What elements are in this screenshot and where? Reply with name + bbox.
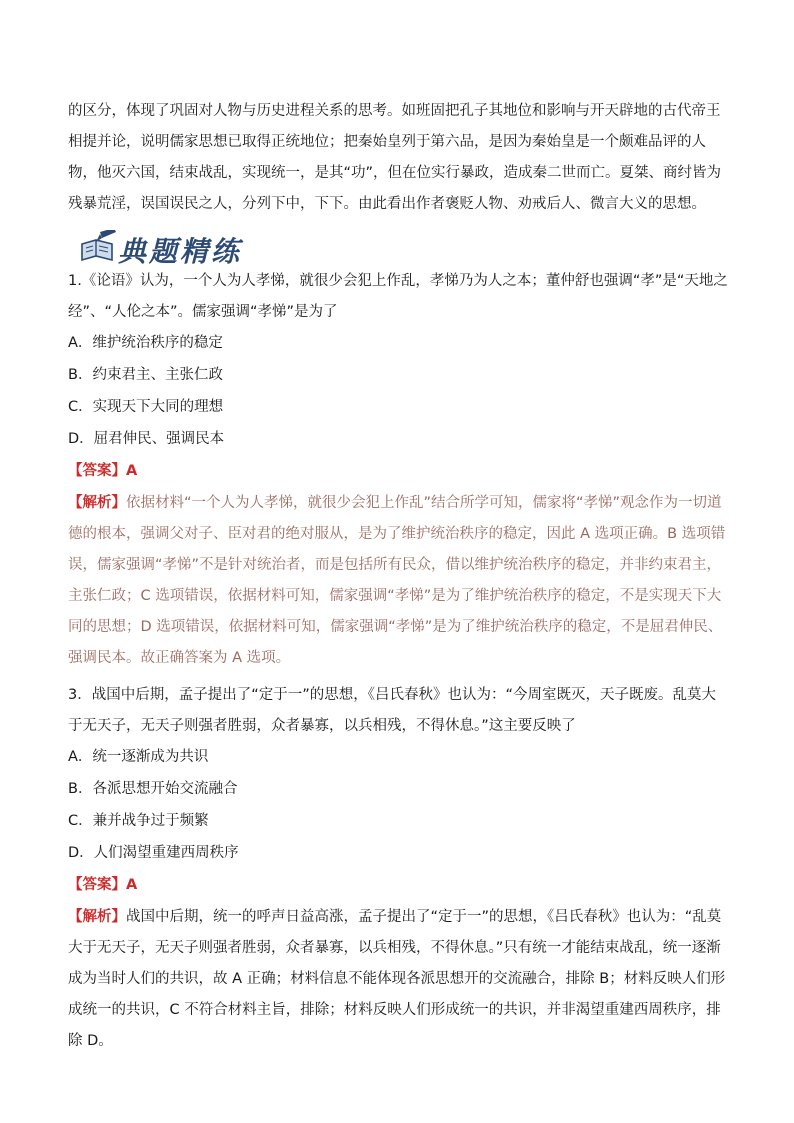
section-banner-title: 典题精练 bbox=[118, 235, 243, 268]
q1-option-d: D．屈君伸民、强调民本 bbox=[68, 431, 225, 447]
q3-option-d: D．人们渴望重建西周秩序 bbox=[68, 845, 239, 861]
q3-answer: 【答案】A bbox=[68, 877, 138, 893]
q3-analysis bbox=[68, 902, 730, 1057]
q1-option-a: A．维护统治秩序的稳定 bbox=[68, 335, 223, 351]
q1-stem: 1.《论语》认为，一个人为人孝悌，就很少会犯上作乱，孝悌乃为人之本；董仲舒也强调“孝”是“天地之经”、“人伦之本”。儒家强调“孝悌”是为了 bbox=[68, 273, 728, 320]
q1-option-c: C．实现天下大同的理想 bbox=[68, 399, 224, 415]
q3-stem: 3．战国中后期，孟子提出了“定于一”的思想，《吕氏春秋》也认为：“今周室既灭，天子既废。乱莫大于无天子，无天子则强者胜弱，众者暴寡，以兵相残，不得休息。”这主要反映了 bbox=[68, 687, 717, 734]
q3-analysis-label: 【解析】 bbox=[68, 909, 126, 925]
q1-analysis-label: 【解析】 bbox=[68, 495, 126, 511]
q1-analysis bbox=[68, 488, 730, 674]
intro-paragraph: 的区分，体现了巩固对人物与历史进程关系的思考。如班固把孔子其地位和影响与开天辟地的古代帝王相提并论，说明儒家思想已取得正统地位；把秦始皇列于第六品，是因为秦始皇是一个颇难品评的人物，他灭六国，结束战乱，实现统一，是其“功”，但在位实行暴政，造成秦二世而亡。夏桀、商纣皆为残暴荒淫，误国误民之人，分列下中，下下。由此看出作者褒贬人物、劝戒后人、微言大义的思想。 bbox=[68, 103, 722, 212]
q3-option-b: B．各派思想开始交流融合 bbox=[68, 781, 238, 797]
q1-analysis-text: 依据材料“一个人为人孝悌，就很少会犯上作乱”结合所学可知，儒家将“孝悌”观念作为一切道德的根本，强调父对子、臣对君的绝对服从，是为了维护统治秩序的稳定，因此 A 选项正确。B 选项错误，儒家强调“孝悌”不是针对统治者，而是包括所有民众，借以维护统治秩序的稳定，并非约束君主，主张仁政；C 选项错误，依据材料可知，儒家强调“孝悌”是为了维护统治秩序的稳定，不是实现天下大同的思想；D 选项错误，依据材料可知，儒家强调“孝悌”是为了维护统治秩序的稳定，不是屈君伸民、强调民本。故正确答案为 A 选项。 bbox=[68, 495, 726, 666]
q3-analysis-text: 战国中后期，统一的呼声日益高涨，孟子提出了“定于一”的思想，《吕氏春秋》也认为：“乱莫大于无天子，无天子则强者胜弱，众者暴寡，以兵相残，不得休息。”只有统一才能结束战乱，统一逐渐成为当时人们的共识，故 A 正确；材料信息不能体现各派思想开的交流融合，排除 B；材料反映人们形成统一的共识，C 不符合材料主旨，排除；材料反映人们形成统一的共识，并非渴望重建西周秩序，排除 D。 bbox=[68, 909, 726, 1049]
q3-option-c: C．兼并战争过于频繁 bbox=[68, 813, 209, 829]
q1-answer: 【答案】A bbox=[68, 463, 138, 479]
section-banner bbox=[78, 232, 268, 268]
book-pen-icon bbox=[78, 230, 118, 264]
q3-option-a: A．统一逐渐成为共识 bbox=[68, 749, 209, 765]
q1-option-b: B．约束君主、主张仁政 bbox=[68, 367, 223, 383]
